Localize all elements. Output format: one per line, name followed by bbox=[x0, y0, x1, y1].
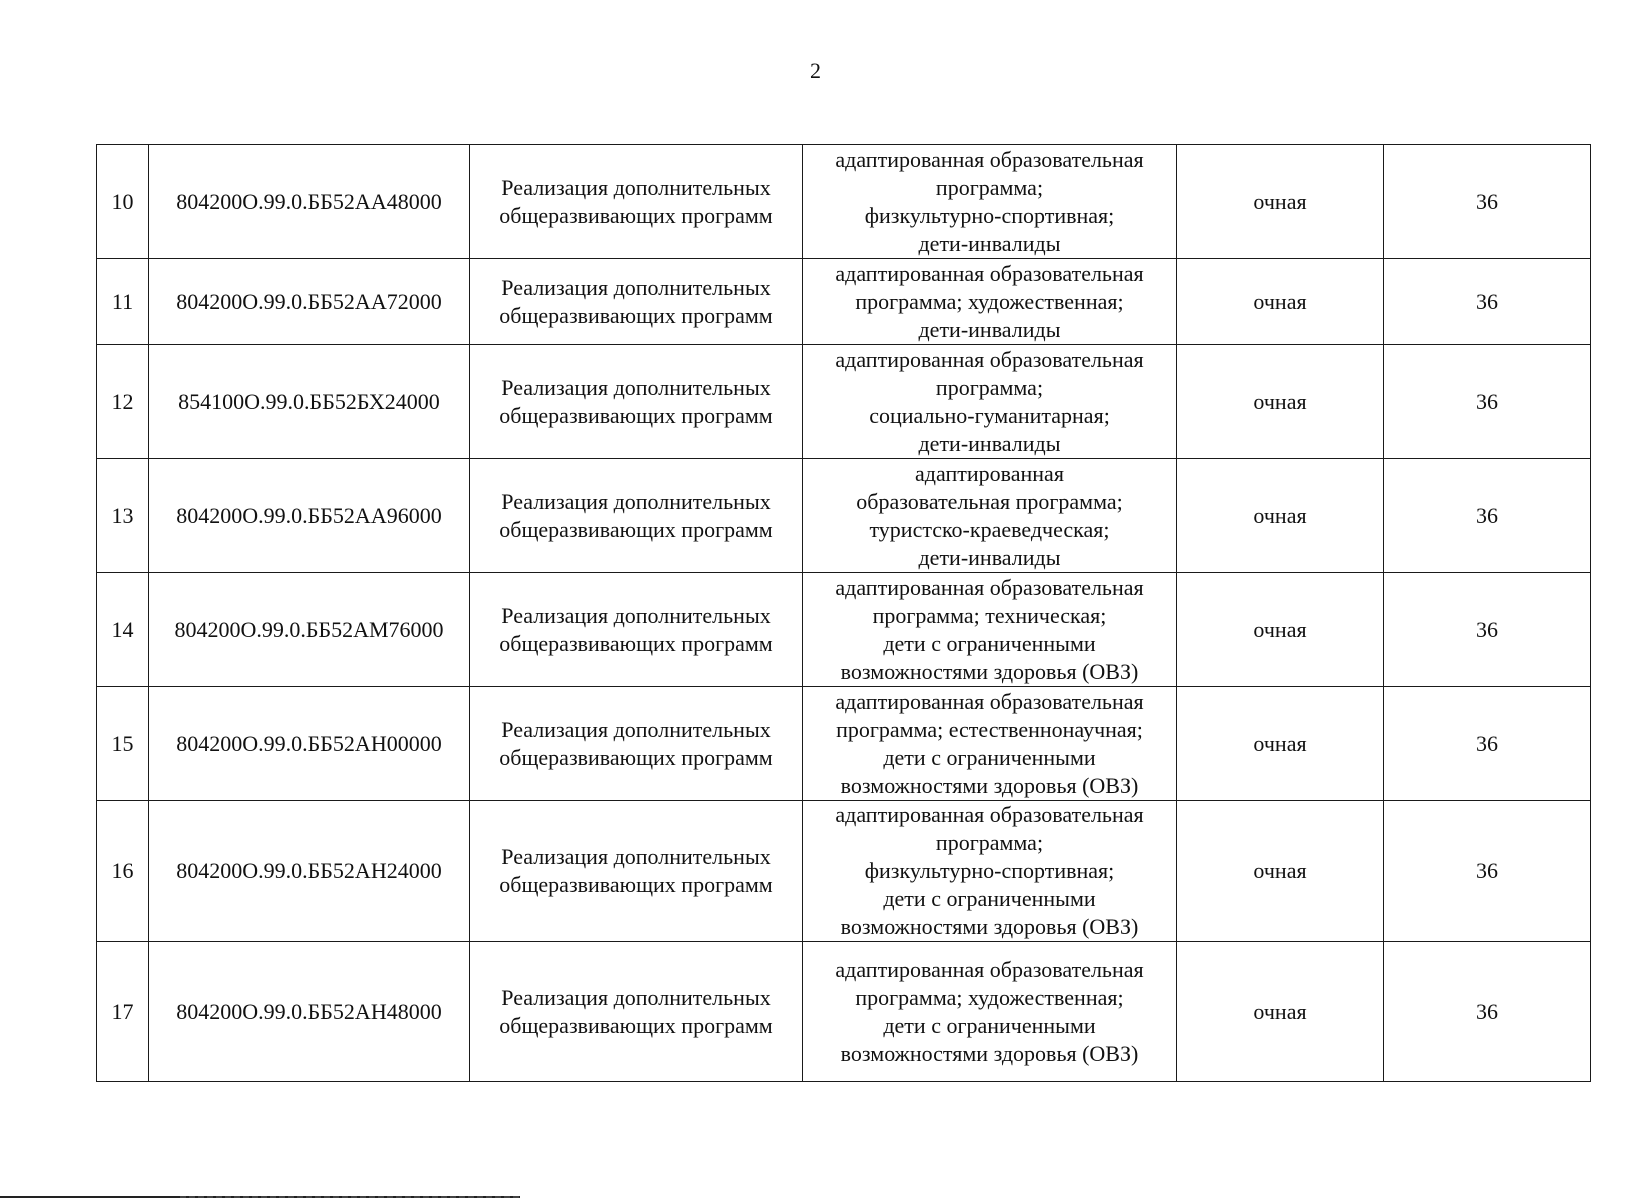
value-cell: 36 bbox=[1384, 145, 1591, 259]
study-form-cell: очная bbox=[1177, 687, 1384, 801]
program-description-cell-line: адаптированная образовательная bbox=[835, 146, 1144, 172]
study-form-cell: очная bbox=[1177, 801, 1384, 942]
study-form-cell: очная bbox=[1177, 459, 1384, 573]
program-description-cell-line: возможностями здоровья (ОВЗ) bbox=[840, 914, 1139, 939]
service-name-cell-line: Реализация дополнительных bbox=[501, 984, 771, 1010]
row-number-cell: 15 bbox=[97, 687, 149, 801]
program-description-cell-line: возможностями здоровья (ОВЗ) bbox=[840, 1040, 1139, 1066]
table-row bbox=[97, 259, 1591, 345]
row-number-cell: 17 bbox=[97, 942, 149, 1082]
service-name-cell bbox=[470, 573, 803, 687]
program-description-cell-line: адаптированная образовательная bbox=[835, 802, 1144, 827]
service-name-cell-line: общеразвивающих программ bbox=[499, 630, 773, 656]
service-name-cell-line: Реализация дополнительных bbox=[501, 602, 771, 628]
program-description-cell-line: программа; художественная; bbox=[855, 288, 1124, 314]
service-name-cell bbox=[470, 801, 803, 942]
program-description-cell-line: адаптированная образовательная bbox=[835, 956, 1144, 982]
program-description-cell-line: дети с ограниченными bbox=[883, 1012, 1096, 1038]
study-form-cell: очная bbox=[1177, 942, 1384, 1082]
study-form-cell: очная bbox=[1177, 345, 1384, 459]
registry-code-cell: 804200О.99.0.ББ52АА48000 bbox=[149, 145, 470, 259]
program-description-cell-line: программа; bbox=[935, 174, 1044, 200]
table-row bbox=[97, 145, 1591, 259]
service-name-cell-line: общеразвивающих программ bbox=[499, 872, 773, 897]
registry-code-cell: 804200О.99.0.ББ52АМ76000 bbox=[149, 573, 470, 687]
program-description-cell-line: дети-инвалиды bbox=[918, 544, 1061, 570]
service-name-cell bbox=[470, 345, 803, 459]
row-number-cell: 13 bbox=[97, 459, 149, 573]
program-description-cell bbox=[803, 459, 1177, 573]
program-description-cell-line: программа; естественнонаучная; bbox=[836, 716, 1143, 742]
program-description-cell-line: адаптированная образовательная bbox=[835, 688, 1144, 714]
program-description-cell-line: дети с ограниченными bbox=[883, 630, 1096, 656]
value-cell: 36 bbox=[1384, 345, 1591, 459]
study-form-cell: очная bbox=[1177, 145, 1384, 259]
program-description-cell bbox=[803, 145, 1177, 259]
value-cell: 36 bbox=[1384, 459, 1591, 573]
row-number-cell: 12 bbox=[97, 345, 149, 459]
program-description-cell-line: физкультурно-спортивная; bbox=[864, 858, 1115, 883]
table-row bbox=[97, 942, 1591, 1082]
program-description-cell bbox=[803, 573, 1177, 687]
service-name-cell bbox=[470, 259, 803, 345]
study-form-cell: очная bbox=[1177, 259, 1384, 345]
program-description-cell-line: адаптированная образовательная bbox=[835, 346, 1144, 372]
value-cell: 36 bbox=[1384, 801, 1591, 942]
service-name-cell-line: общеразвивающих программ bbox=[499, 1012, 773, 1038]
row-number-cell: 10 bbox=[97, 145, 149, 259]
registry-code-cell: 804200О.99.0.ББ52АН24000 bbox=[149, 801, 470, 942]
service-name-cell-line: Реализация дополнительных bbox=[501, 716, 771, 742]
program-description-cell-line: дети-инвалиды bbox=[918, 430, 1061, 456]
service-name-cell-line: общеразвивающих программ bbox=[499, 202, 773, 228]
service-name-cell bbox=[470, 145, 803, 259]
registry-code-cell: 804200О.99.0.ББ52АА96000 bbox=[149, 459, 470, 573]
table-body bbox=[97, 145, 1591, 1082]
program-description-cell-line: дети с ограниченными bbox=[883, 744, 1096, 770]
program-description-cell-line: программа; художественная; bbox=[855, 984, 1124, 1010]
table-row bbox=[97, 345, 1591, 459]
service-name-cell-line: общеразвивающих программ bbox=[499, 744, 773, 770]
value-cell: 36 bbox=[1384, 573, 1591, 687]
services-table-container bbox=[96, 144, 1590, 1082]
program-description-cell-line: дети-инвалиды bbox=[918, 316, 1061, 342]
program-description-cell bbox=[803, 259, 1177, 345]
table-row bbox=[97, 801, 1591, 942]
service-name-cell bbox=[470, 687, 803, 801]
table-row bbox=[97, 573, 1591, 687]
value-cell: 36 bbox=[1384, 687, 1591, 801]
service-name-cell-line: общеразвивающих программ bbox=[499, 302, 773, 328]
program-description-cell bbox=[803, 345, 1177, 459]
row-number-cell: 14 bbox=[97, 573, 149, 687]
program-description-cell bbox=[803, 942, 1177, 1082]
service-name-cell-line: Реализация дополнительных bbox=[501, 374, 771, 400]
program-description-cell-line: программа; bbox=[935, 830, 1044, 855]
registry-code-cell: 804200О.99.0.ББ52АН48000 bbox=[149, 942, 470, 1082]
service-name-cell-line: общеразвивающих программ bbox=[499, 516, 773, 542]
program-description-cell-line: социально-гуманитарная; bbox=[869, 402, 1110, 428]
service-name-cell bbox=[470, 942, 803, 1082]
services-table bbox=[96, 144, 1591, 1082]
program-description-cell-line: программа; bbox=[935, 374, 1044, 400]
registry-code-cell: 804200О.99.0.ББ52АН00000 bbox=[149, 687, 470, 801]
program-description-cell-line: адаптированная образовательная bbox=[835, 260, 1144, 286]
value-cell: 36 bbox=[1384, 259, 1591, 345]
program-description-cell-line: дети-инвалиды bbox=[918, 230, 1061, 256]
program-description-cell bbox=[803, 801, 1177, 942]
page-number: 2 bbox=[810, 58, 821, 83]
service-name-cell-line: Реализация дополнительных bbox=[501, 174, 771, 200]
table-row bbox=[97, 459, 1591, 573]
program-description-cell-line: туристско-краеведческая; bbox=[869, 516, 1110, 542]
service-name-cell-line: Реализация дополнительных bbox=[501, 488, 771, 514]
value-cell: 36 bbox=[1384, 942, 1591, 1082]
program-description-cell-line: физкультурно-спортивная; bbox=[864, 202, 1115, 228]
service-name-cell bbox=[470, 459, 803, 573]
registry-code-cell: 854100О.99.0.ББ52БХ24000 bbox=[149, 345, 470, 459]
table-row bbox=[97, 687, 1591, 801]
service-name-cell-line: Реализация дополнительных bbox=[501, 844, 771, 869]
registry-code-cell: 804200О.99.0.ББ52АА72000 bbox=[149, 259, 470, 345]
program-description-cell-line: адаптированная bbox=[915, 460, 1064, 486]
bottom-rule-dashed bbox=[180, 1196, 520, 1198]
program-description-cell bbox=[803, 687, 1177, 801]
program-description-cell-line: дети с ограниченными bbox=[883, 886, 1096, 911]
service-name-cell-line: Реализация дополнительных bbox=[501, 274, 771, 300]
program-description-cell-line: возможностями здоровья (ОВЗ) bbox=[840, 658, 1139, 684]
program-description-cell-line: образовательная программа; bbox=[856, 488, 1123, 514]
program-description-cell-line: возможностями здоровья (ОВЗ) bbox=[840, 772, 1139, 798]
row-number-cell: 16 bbox=[97, 801, 149, 942]
program-description-cell-line: программа; техническая; bbox=[872, 602, 1107, 628]
row-number-cell: 11 bbox=[97, 259, 149, 345]
study-form-cell: очная bbox=[1177, 573, 1384, 687]
service-name-cell-line: общеразвивающих программ bbox=[499, 402, 773, 428]
program-description-cell-line: адаптированная образовательная bbox=[835, 574, 1144, 600]
